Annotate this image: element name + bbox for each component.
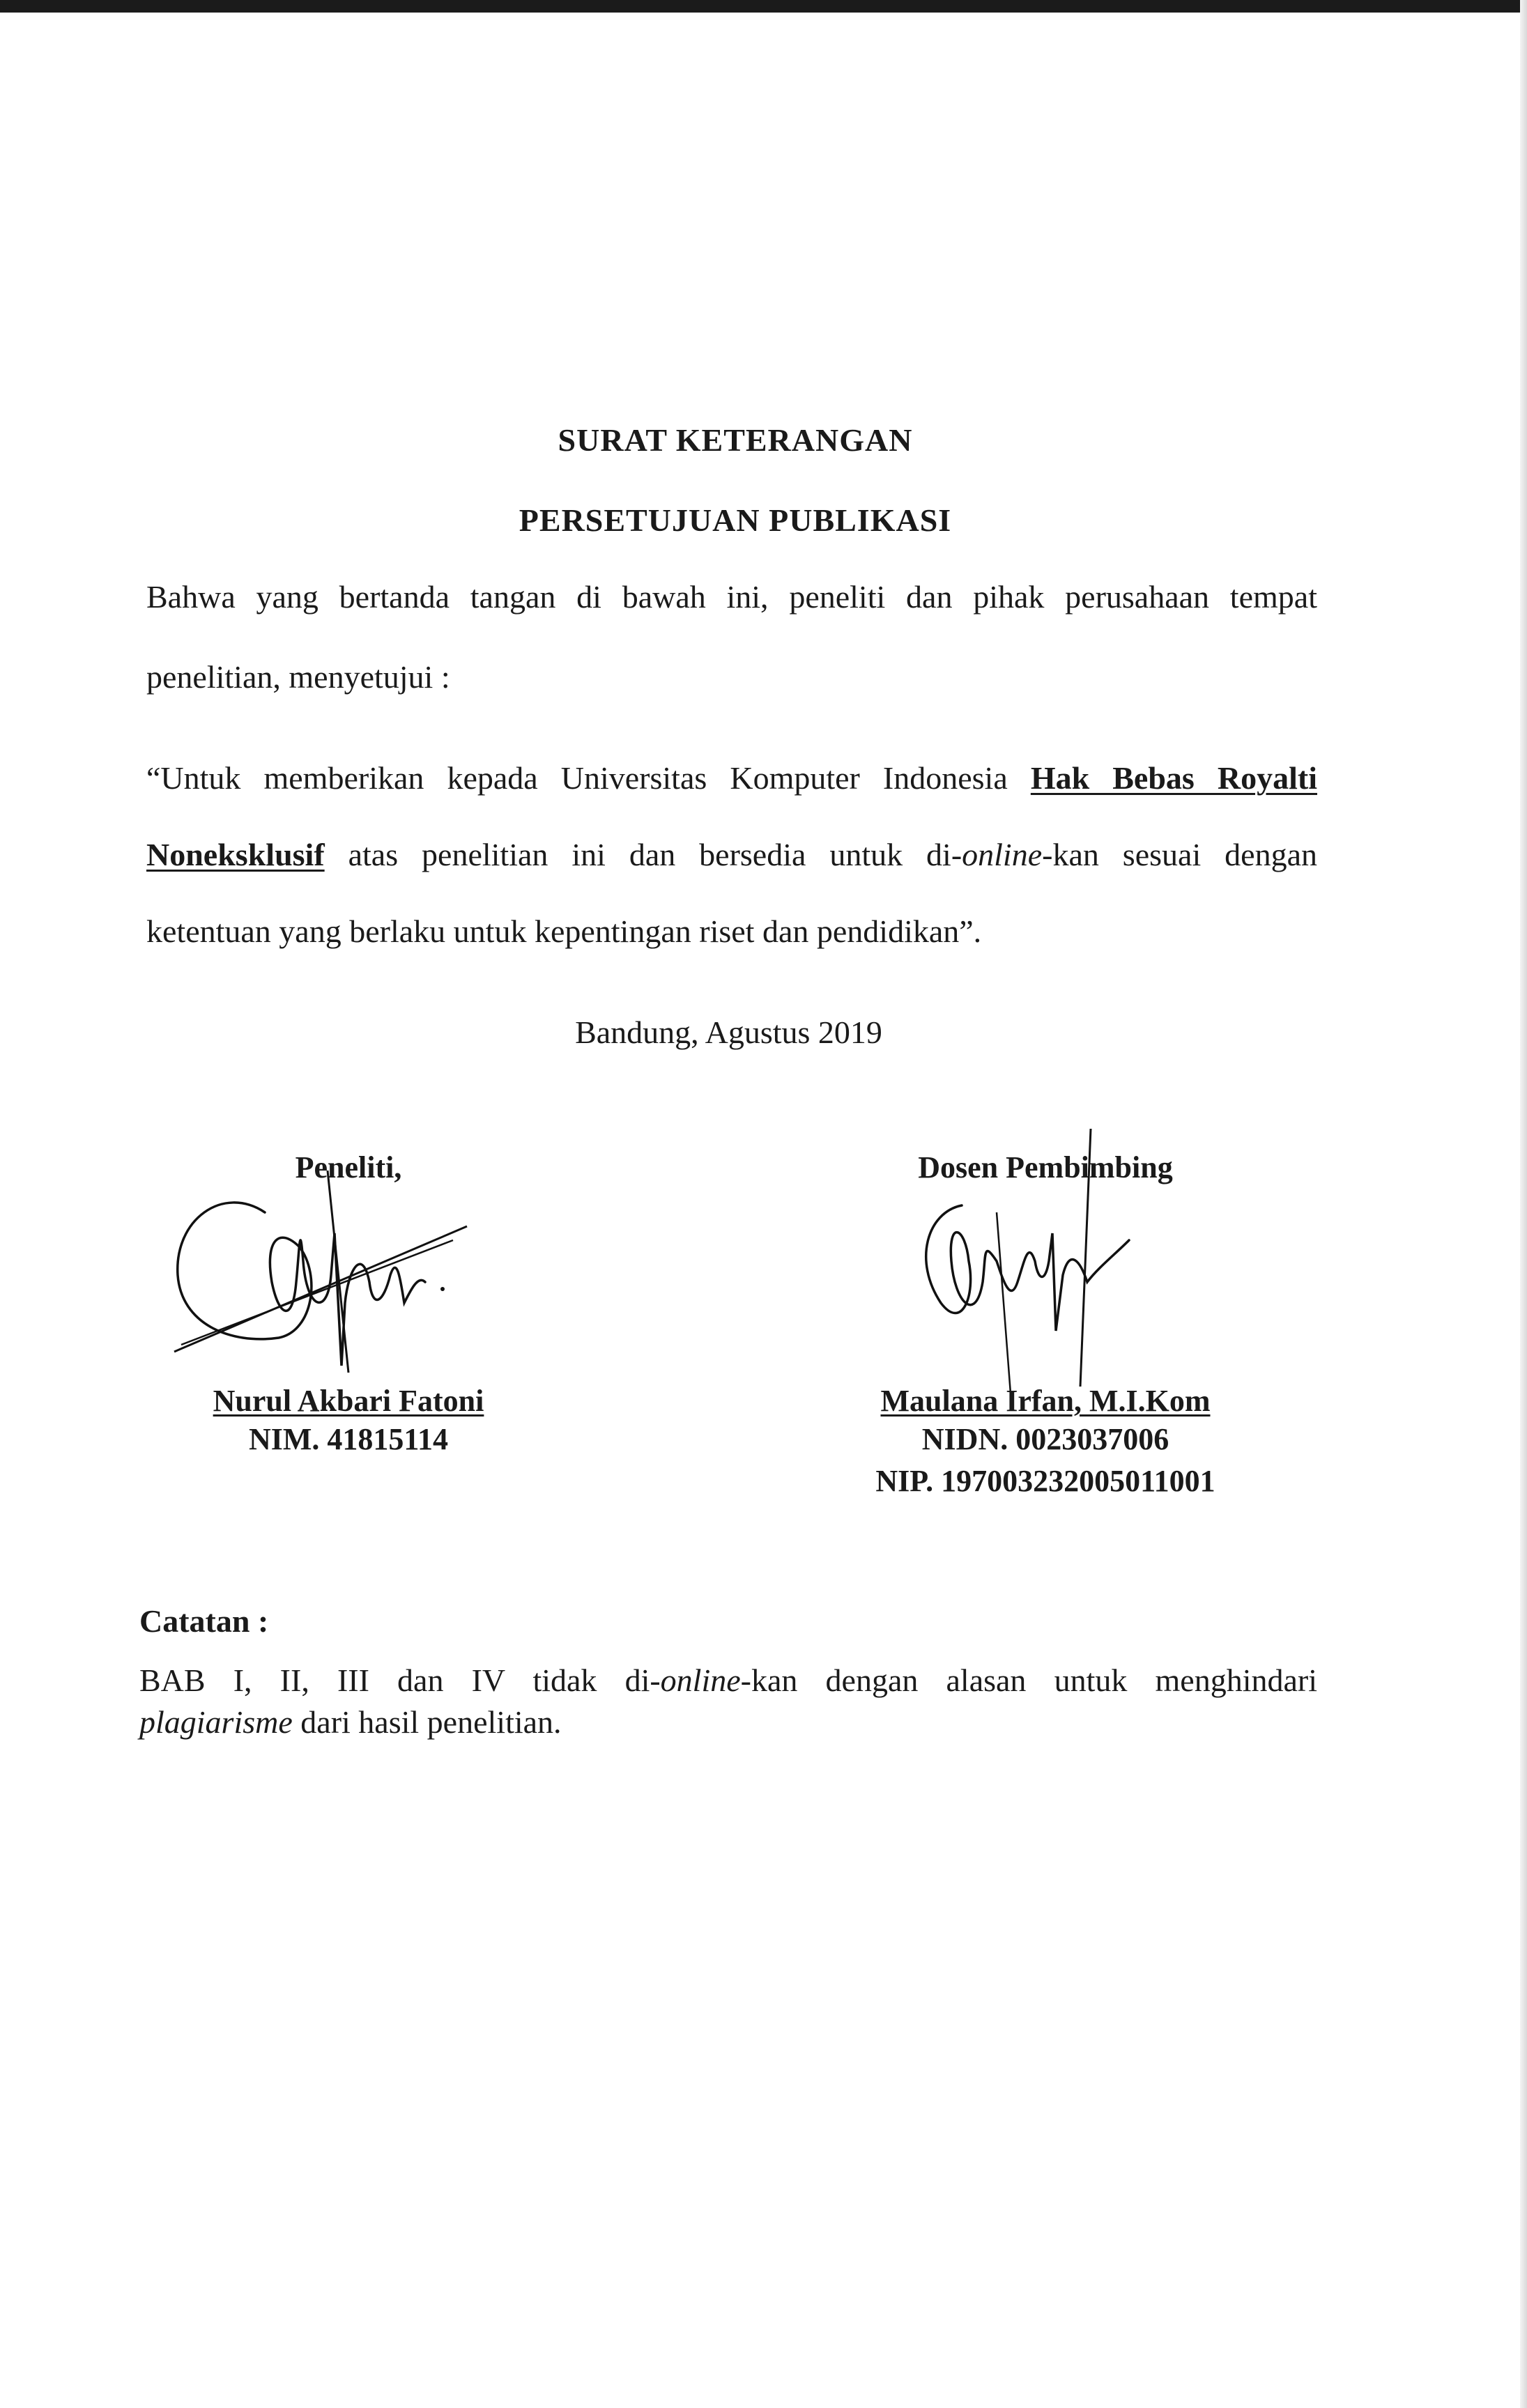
quote-text: “Untuk memberikan kepada Universitas Komputer Indonesia (146, 760, 1031, 796)
quote-line-1 (146, 759, 1317, 796)
supervisor-signature (899, 1122, 1192, 1414)
researcher-signature (160, 1143, 481, 1380)
online-term: online (660, 1662, 741, 1698)
supervisor-nidn: NIDN. 0023037006 (921, 1422, 1169, 1456)
note-line-1 (139, 1662, 1317, 1699)
note-line-2 (139, 1704, 1310, 1741)
quote-line-2 (146, 836, 1317, 873)
supervisor-nip: NIP. 197003232005011001 (875, 1464, 1215, 1498)
note-heading: Catatan : (139, 1603, 269, 1639)
royalty-term: Hak Bebas Royalti (1030, 760, 1317, 796)
quote-text: atas penelitian ini dan bersedia untuk di- (324, 837, 962, 872)
quote-line-3: ketentuan yang berlaku untuk kepentingan riset dan pendidikan”. (146, 913, 982, 949)
online-term: online (962, 837, 1043, 872)
supervisor-role: Dosen Pembimbing (918, 1150, 1173, 1184)
note-text: dari hasil penelitian. (292, 1704, 562, 1740)
nonexclusive-term: Noneksklusif (146, 837, 325, 872)
researcher-role: Peneliti, (295, 1150, 402, 1184)
intro-line-2: penelitian, menyetujui : (146, 659, 450, 695)
supervisor-name: Maulana Irfan, M.I.Kom (880, 1384, 1211, 1418)
note-text: BAB I, II, III dan IV tidak di- (139, 1662, 661, 1698)
plagiarism-term: plagiarisme (139, 1704, 293, 1740)
intro-line-1: Bahwa yang bertanda tangan di bawah ini, peneliti dan pihak perusahaan tempat (146, 579, 1317, 615)
document-title: SURAT KETERANGAN (558, 422, 913, 458)
quote-text: -kan sesuai dengan (1042, 837, 1317, 872)
researcher-nim: NIM. 41815114 (249, 1422, 448, 1456)
researcher-name: Nurul Akbari Fatoni (213, 1384, 484, 1418)
note-text: -kan dengan alasan untuk menghindari (740, 1662, 1317, 1698)
place-date: Bandung, Agustus 2019 (575, 1014, 882, 1050)
document-subtitle: PERSETUJUAN PUBLIKASI (519, 502, 952, 538)
